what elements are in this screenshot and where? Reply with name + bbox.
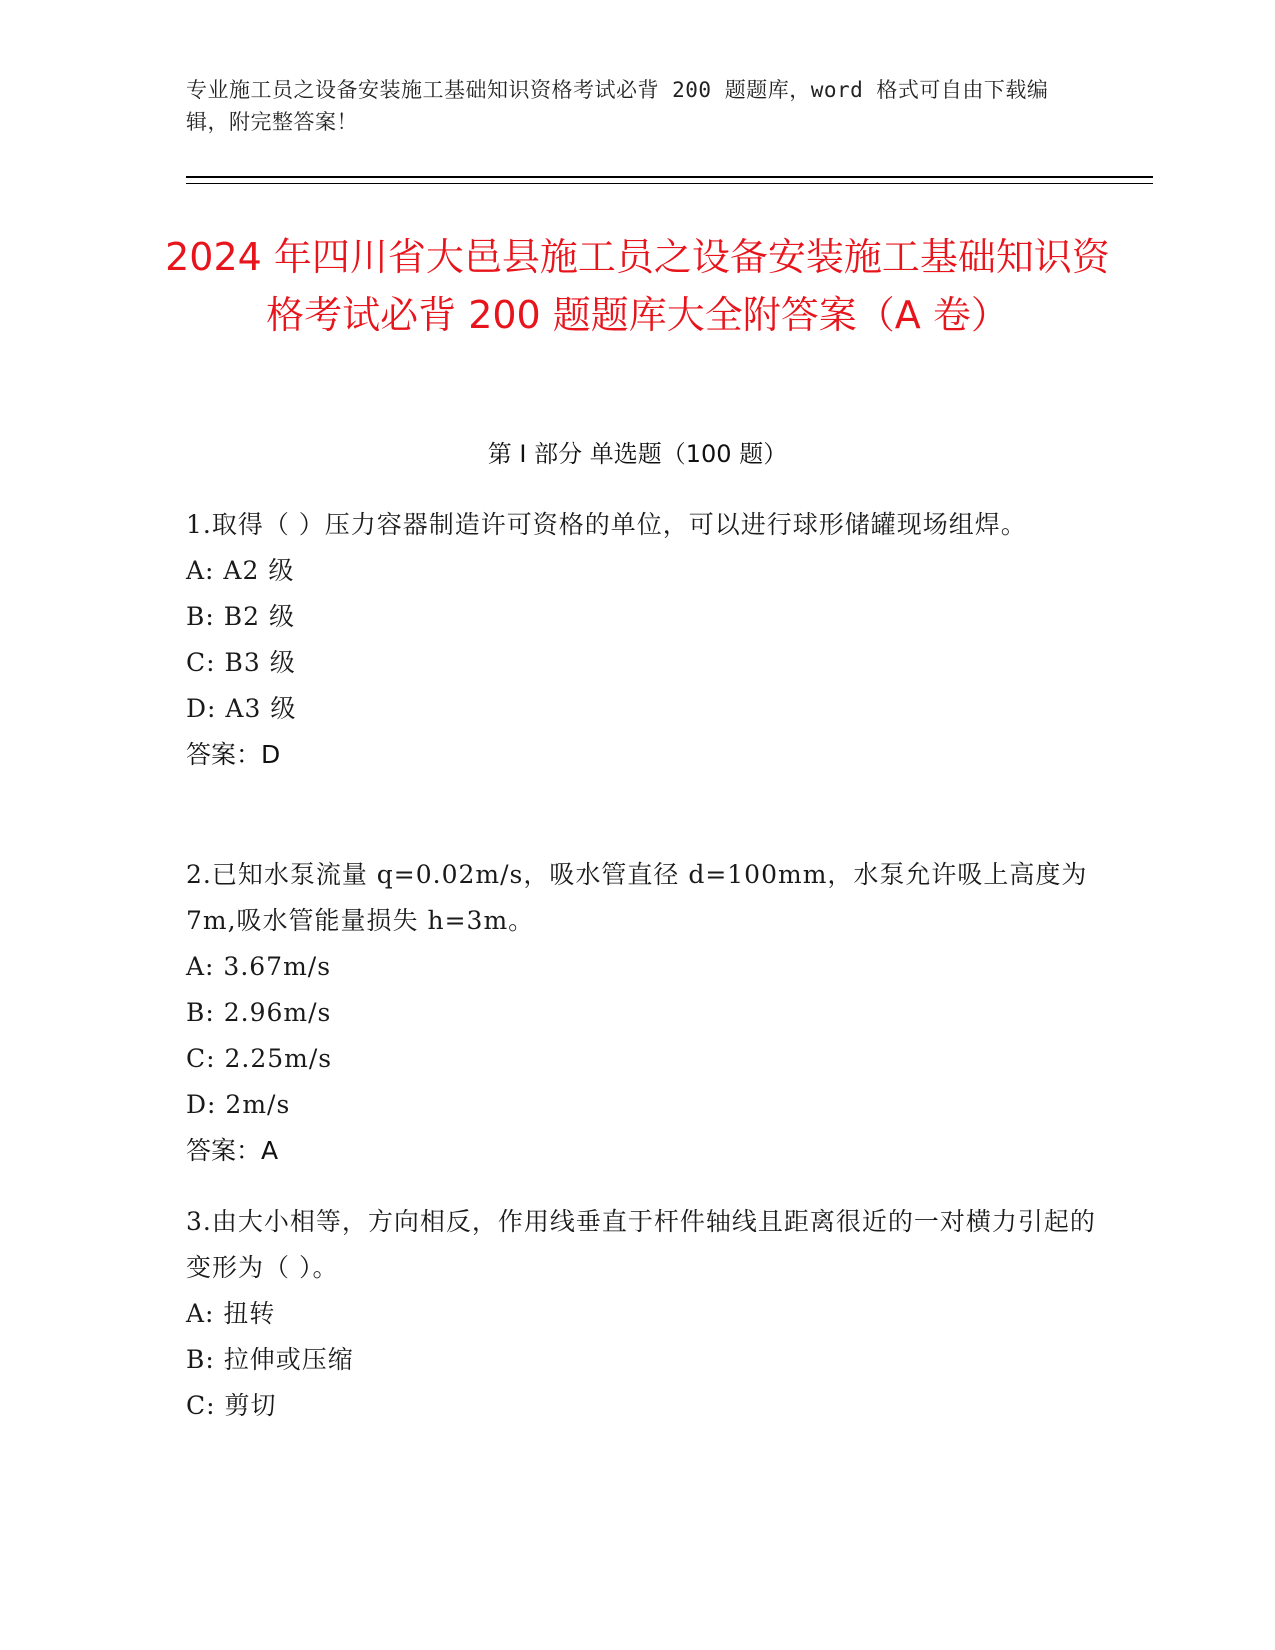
- option-a: A: A2 级: [186, 556, 295, 585]
- option-c: C: 2.25m/s: [186, 1044, 333, 1073]
- document-title: 2024 年四川省大邑县施工员之设备安装施工基础知识资格考试必背 200 题题库大全附答案（A 卷）: [165, 235, 1110, 337]
- option-a: A: 3.67m/s: [186, 952, 332, 981]
- option-c: C: 剪切: [186, 1391, 277, 1420]
- question-stem: 2.已知水泵流量 q=0.02m/s，吸水管直径 d=100mm，水泵允许吸上高度为 7m,吸水管能量损失 h=3m。: [186, 860, 1088, 935]
- question-stem: 1.取得（ ）压力容器制造许可资格的单位，可以进行球形储罐现场组焊。: [186, 510, 1027, 539]
- answer-line: 答案：A: [186, 1136, 279, 1165]
- option-b: B: 2.96m/s: [186, 998, 332, 1027]
- answer-line: 答案：D: [186, 740, 281, 769]
- option-c: C: B3 级: [186, 648, 296, 677]
- header-rule-thick: [186, 176, 1153, 178]
- question-stem: 3.由大小相等，方向相反，作用线垂直于杆件轴线且距离很近的一对横力引起的变形为（ ）。: [186, 1207, 1096, 1282]
- header-note: 专业施工员之设备安装施工基础知识资格考试必背 200 题题库，word 格式可自由下载编辑，附完整答案！: [186, 78, 1049, 134]
- option-b: B: 拉伸或压缩: [186, 1345, 354, 1374]
- option-d: D: 2m/s: [186, 1090, 291, 1119]
- header-rule-thin: [186, 183, 1153, 184]
- question-1: [186, 502, 1096, 778]
- question-2: [186, 852, 1096, 1174]
- section-heading: 第 I 部分 单选题（100 题）: [487, 440, 788, 468]
- option-d: D: A3 级: [186, 694, 297, 723]
- question-3: [186, 1199, 1096, 1429]
- option-b: B: B2 级: [186, 602, 295, 631]
- option-a: A: 扭转: [186, 1299, 276, 1328]
